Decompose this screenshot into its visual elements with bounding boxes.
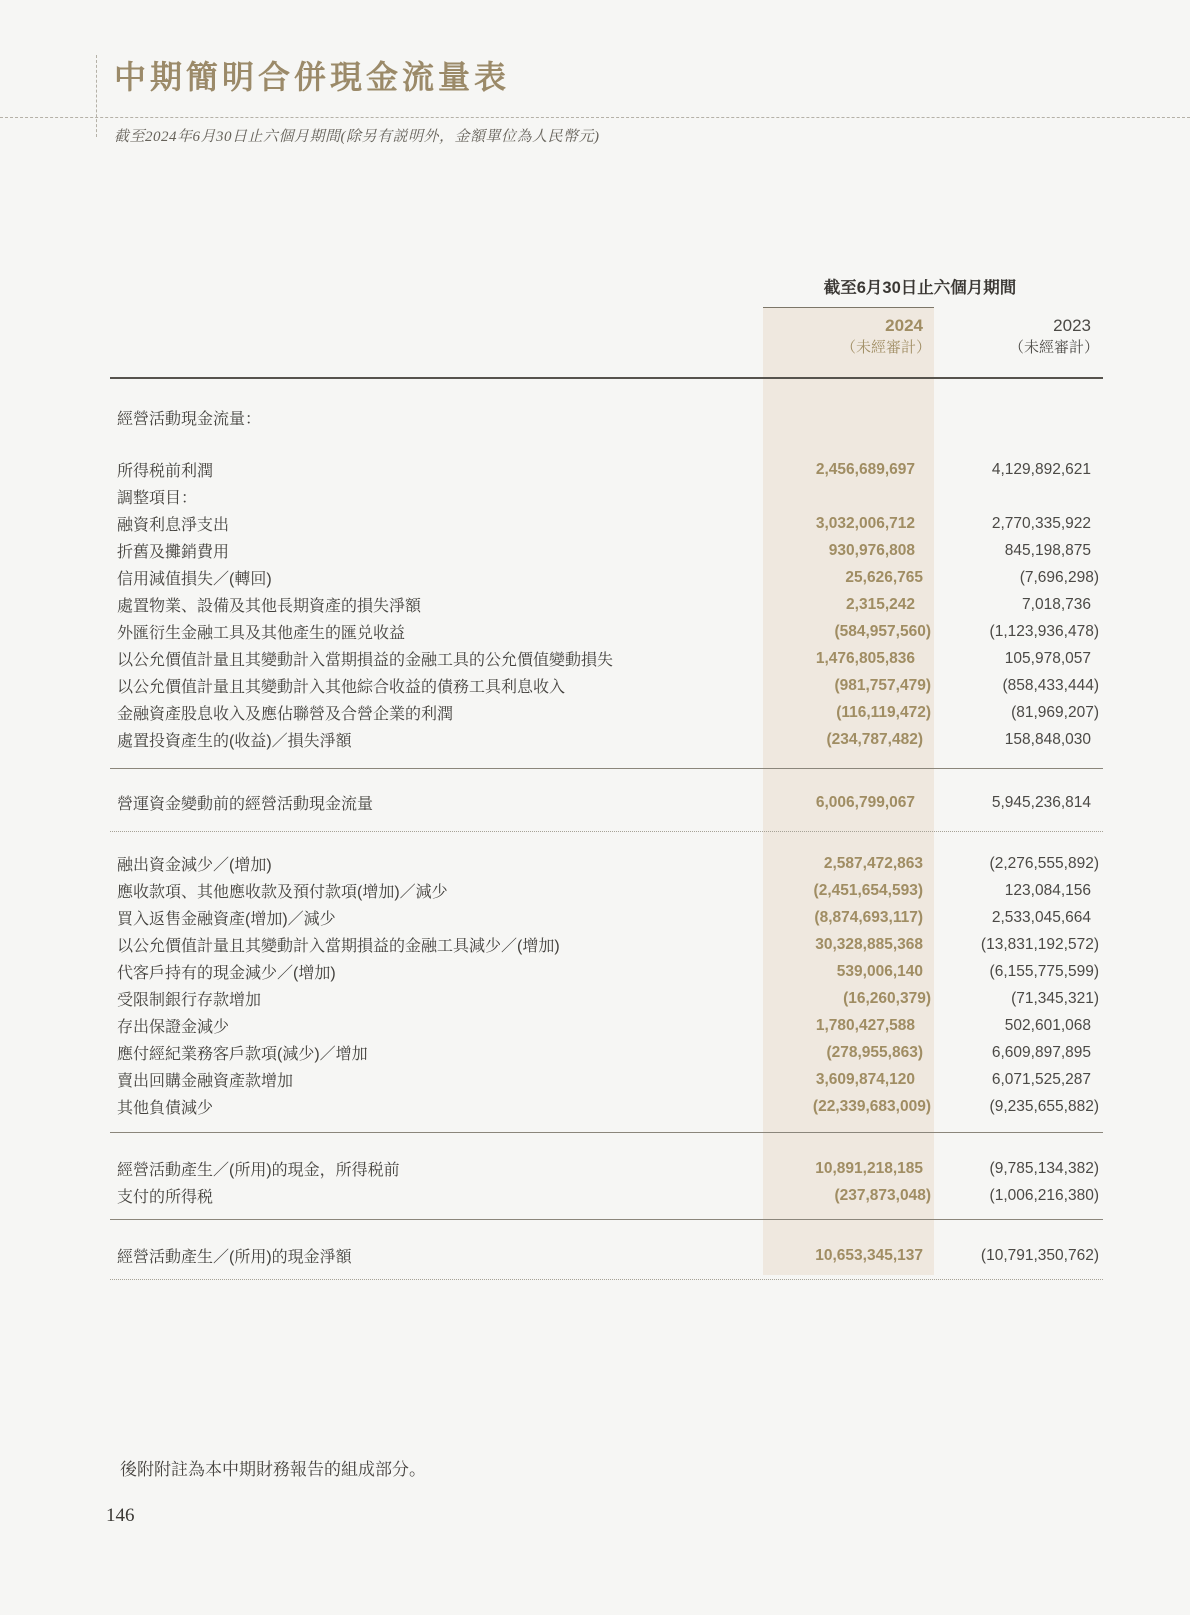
row-label: 外匯衍生金融工具及其他產生的匯兑收益 — [117, 625, 406, 642]
row-spacer — [110, 832, 1103, 850]
value-2023: 845,198,875 — [1004, 541, 1091, 559]
table-row — [110, 931, 1103, 958]
value-2023: 6,609,897,895 — [991, 1043, 1091, 1061]
row-label: 存出保證金減少 — [117, 1019, 230, 1036]
row-label: 融資利息淨支出 — [117, 517, 230, 534]
row-spacer — [110, 1133, 1103, 1155]
value-2024: (237,873,048) — [834, 1186, 931, 1204]
value-2024: (584,957,560) — [834, 622, 931, 640]
row-spacer — [110, 1120, 1103, 1132]
table-row — [110, 726, 1103, 753]
value-2023: (1,006,216,380) — [989, 1186, 1099, 1204]
row-label: 營運資金變動前的經營活動現金流量 — [117, 796, 374, 813]
column-header-2023 — [893, 315, 1099, 359]
page-number: 146 — [106, 1505, 135, 1526]
row-label: 折舊及攤銷費用 — [117, 544, 230, 561]
row-label: 所得税前利潤 — [117, 463, 214, 480]
row-label: 以公允價值計量且其變動計入當期損益的金融工具減少／(增加) — [117, 938, 560, 955]
row-label: 其他負債減少 — [117, 1100, 214, 1117]
table-row — [110, 1242, 1103, 1269]
table-row — [110, 645, 1103, 672]
band-top-rule — [763, 307, 934, 308]
row-label: 信用減值損失／(轉回) — [117, 571, 272, 588]
value-2024: (278,955,863) — [826, 1043, 923, 1061]
row-spacer — [110, 1220, 1103, 1242]
footnote: 後附附註為本中期財務報告的組成部分。 — [120, 1460, 426, 1479]
value-2023: (1,123,936,478) — [989, 622, 1099, 640]
table-row — [110, 404, 1103, 431]
row-spacer — [110, 1269, 1103, 1279]
row-label: 經營活動現金流量： — [117, 411, 262, 428]
row-label: 以公允價值計量且其變動計入當期損益的金融工具的公允價值變動損失 — [117, 652, 614, 669]
table-row — [110, 564, 1103, 591]
value-2023: (6,155,775,599) — [989, 962, 1099, 980]
value-2024: (116,119,472) — [836, 703, 931, 721]
row-label: 支付的所得税 — [117, 1189, 214, 1206]
value-2024: 1,780,427,588 — [815, 1016, 915, 1034]
value-2023: 2,770,335,922 — [991, 514, 1091, 532]
value-2024: 25,626,765 — [845, 568, 923, 586]
table-row — [110, 985, 1103, 1012]
value-2024: 10,891,218,185 — [815, 1159, 923, 1177]
value-2024: 30,328,885,368 — [815, 935, 923, 953]
row-label: 調整項目： — [117, 490, 198, 507]
value-2023: 158,848,030 — [1004, 730, 1091, 748]
row-label: 賣出回購金融資產款增加 — [117, 1073, 294, 1090]
value-2023: (9,235,655,882) — [989, 1097, 1099, 1115]
table-row — [110, 904, 1103, 931]
separator-dotted-rule — [110, 1279, 1103, 1280]
cash-flow-table-body — [110, 380, 1103, 1280]
value-2023: (13,831,192,572) — [980, 935, 1099, 953]
column-note-2024: （未經審計） — [840, 339, 931, 356]
table-row — [110, 510, 1103, 537]
value-2024: 930,976,808 — [828, 541, 915, 559]
table-row — [110, 789, 1103, 816]
table-row — [110, 1093, 1103, 1120]
table-row — [110, 483, 1103, 510]
value-2023: 105,978,057 — [1004, 649, 1091, 667]
table-row — [110, 958, 1103, 985]
value-2023: (2,276,555,892) — [989, 854, 1099, 872]
row-label: 經營活動產生／(所用)的現金淨額 — [117, 1249, 352, 1266]
row-label: 處置物業、設備及其他長期資產的損失淨額 — [117, 598, 422, 615]
row-label: 金融資產股息收入及應佔聯營及合營企業的利潤 — [117, 706, 454, 723]
row-spacer — [110, 380, 1103, 404]
value-2023: 502,601,068 — [1004, 1016, 1091, 1034]
row-spacer — [110, 431, 1103, 456]
value-2024: 3,032,006,712 — [815, 514, 915, 532]
period-header: 截至6月30日止六個月期間 — [823, 279, 1017, 297]
value-2024: 1,476,805,836 — [815, 649, 915, 667]
value-2024: 2,456,689,697 — [815, 460, 915, 478]
page-subtitle: 截至2024年6月30日止六個月期間(除另有説明外，金額單位為人民幣元) — [114, 129, 600, 145]
value-2023: 123,084,156 — [1004, 881, 1091, 899]
row-spacer — [110, 769, 1103, 789]
value-2023: 6,071,525,287 — [991, 1070, 1091, 1088]
row-label: 應收款項、其他應收款及預付款項(增加)／減少 — [117, 884, 448, 901]
value-2024: (16,260,379) — [843, 989, 931, 1007]
value-2024: (234,787,482) — [826, 730, 923, 748]
vertical-dashed-divider — [96, 55, 97, 137]
value-2023: (9,785,134,382) — [989, 1159, 1099, 1177]
row-label: 經營活動產生／(所用)的現金，所得税前 — [117, 1162, 400, 1179]
column-note-2023: （未經審計） — [1008, 339, 1099, 356]
row-label: 買入返售金融資產(增加)／減少 — [117, 911, 336, 928]
value-2023: 2,533,045,664 — [991, 908, 1091, 926]
value-2024: 10,653,345,137 — [815, 1246, 923, 1264]
table-row — [110, 456, 1103, 483]
value-2024: (22,339,683,009) — [812, 1097, 931, 1115]
table-row — [110, 1155, 1103, 1182]
row-label: 融出資金減少／(增加) — [117, 857, 272, 874]
table-row — [110, 1039, 1103, 1066]
table-row — [110, 877, 1103, 904]
table-row — [110, 618, 1103, 645]
column-year-2023: 2023 — [1053, 316, 1091, 335]
value-2023: (81,969,207) — [1011, 703, 1099, 721]
value-2024: (2,451,654,593) — [813, 881, 923, 899]
value-2024: 2,315,242 — [846, 595, 915, 613]
table-row — [110, 1066, 1103, 1093]
value-2023: 4,129,892,621 — [991, 460, 1091, 478]
page-title: 中期簡明合併現金流量表 — [114, 59, 511, 95]
horizontal-dashed-divider — [0, 117, 1190, 118]
value-2023: (71,345,321) — [1011, 989, 1099, 1007]
row-label: 受限制銀行存款增加 — [117, 992, 262, 1009]
table-row — [110, 537, 1103, 564]
value-2024: 2,587,472,863 — [823, 854, 923, 872]
row-spacer — [110, 753, 1103, 768]
row-spacer — [110, 816, 1103, 831]
value-2024: (981,757,479) — [834, 676, 931, 694]
value-2023: (10,791,350,762) — [980, 1246, 1099, 1264]
value-2023: 5,945,236,814 — [991, 793, 1091, 811]
table-header-rule — [110, 377, 1103, 379]
value-2023: 7,018,736 — [1022, 595, 1091, 613]
value-2023: (7,696,298) — [1019, 568, 1099, 586]
row-label: 應付經紀業務客戶款項(減少)／增加 — [117, 1046, 368, 1063]
row-label: 代客戶持有的現金減少／(增加) — [117, 965, 336, 982]
value-2024: 3,609,874,120 — [815, 1070, 915, 1088]
table-row — [110, 1182, 1103, 1209]
table-row — [110, 591, 1103, 618]
value-2024: (8,874,693,117) — [814, 908, 923, 926]
row-label: 處置投資產生的(收益)／損失淨額 — [117, 733, 352, 750]
table-row — [110, 1012, 1103, 1039]
value-2024: 539,006,140 — [836, 962, 923, 980]
table-row — [110, 699, 1103, 726]
row-spacer — [110, 1209, 1103, 1219]
table-row — [110, 672, 1103, 699]
value-2024: 6,006,799,067 — [815, 793, 915, 811]
table-row — [110, 850, 1103, 877]
column-year-2024: 2024 — [885, 316, 923, 335]
row-label: 以公允價值計量且其變動計入其他綜合收益的債務工具利息收入 — [117, 679, 566, 696]
value-2023: (858,433,444) — [1002, 676, 1099, 694]
